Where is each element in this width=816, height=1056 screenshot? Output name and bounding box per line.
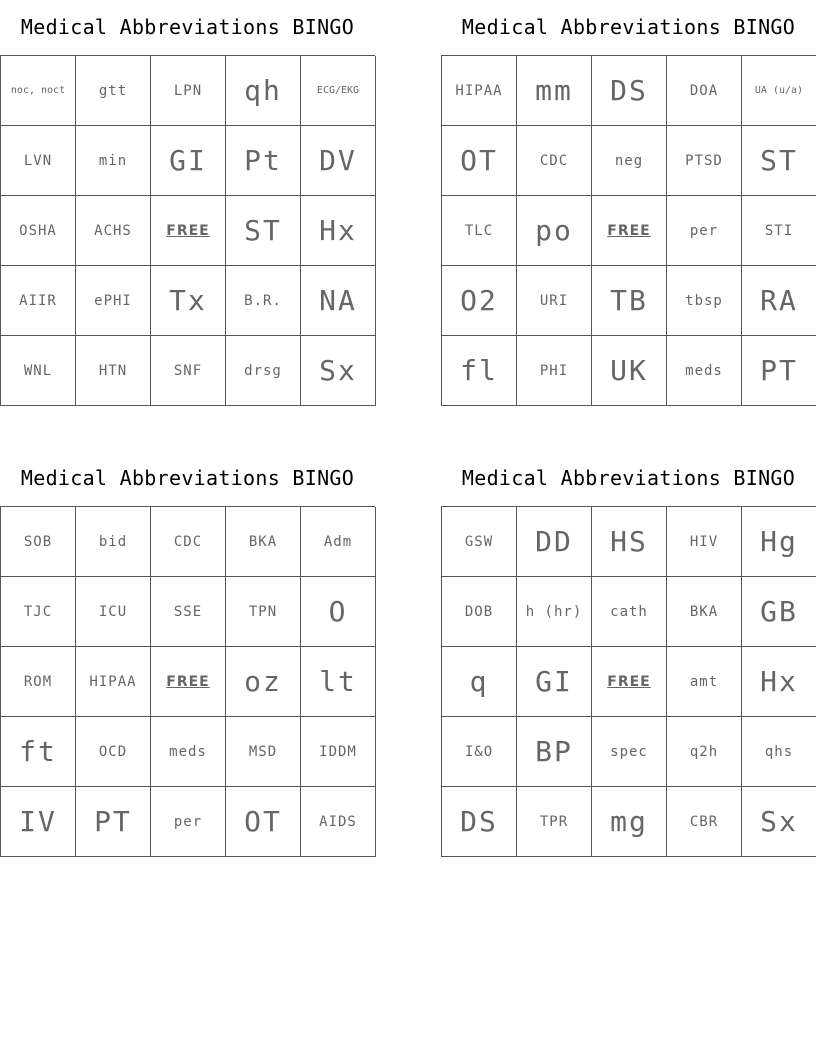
bingo-cell: PT	[76, 787, 151, 857]
bingo-cell: RA	[742, 266, 816, 336]
bingo-cell: GI	[517, 647, 592, 717]
bingo-cell: CDC	[517, 126, 592, 196]
bingo-cell: meds	[667, 336, 742, 406]
bingo-cell: Tx	[151, 266, 226, 336]
free-space: FREE	[151, 647, 226, 717]
bingo-cell: AIDS	[301, 787, 376, 857]
bingo-cell: Adm	[301, 507, 376, 577]
bingo-cell: q2h	[667, 717, 742, 787]
bingo-cell: PT	[742, 336, 816, 406]
bingo-cell: Pt	[226, 126, 301, 196]
bingo-cell: BKA	[667, 577, 742, 647]
bingo-cell: TJC	[1, 577, 76, 647]
bingo-cell: per	[151, 787, 226, 857]
bingo-cell: URI	[517, 266, 592, 336]
bingo-card-4	[441, 451, 816, 857]
card-title: Medical Abbreviations BINGO	[20, 466, 355, 490]
bingo-grid	[441, 55, 816, 406]
bingo-cell: ft	[1, 717, 76, 787]
card-title: Medical Abbreviations BINGO	[461, 15, 796, 39]
free-space: FREE	[592, 196, 667, 266]
bingo-cell: DS	[442, 787, 517, 857]
bingo-cell: bid	[76, 507, 151, 577]
bingo-cell: ACHS	[76, 196, 151, 266]
bingo-cell: ePHI	[76, 266, 151, 336]
bingo-card-2	[441, 0, 816, 406]
bingo-cell: BKA	[226, 507, 301, 577]
bingo-cell: NA	[301, 266, 376, 336]
bingo-cell: UK	[592, 336, 667, 406]
bingo-cell: drsg	[226, 336, 301, 406]
bingo-cell: HIV	[667, 507, 742, 577]
bingo-cell: ECG/EKG	[301, 56, 376, 126]
bingo-cell: HIPAA	[76, 647, 151, 717]
bingo-cell: lt	[301, 647, 376, 717]
bingo-cell: amt	[667, 647, 742, 717]
bingo-cell: Hx	[742, 647, 816, 717]
bingo-cell: UA (u/a)	[742, 56, 816, 126]
bingo-cell: ROM	[1, 647, 76, 717]
bingo-cell: HS	[592, 507, 667, 577]
bingo-grid	[0, 55, 375, 406]
bingo-cell: O	[301, 577, 376, 647]
bingo-cell: CBR	[667, 787, 742, 857]
bingo-cell: TB	[592, 266, 667, 336]
bingo-cell: cath	[592, 577, 667, 647]
bingo-cell: HIPAA	[442, 56, 517, 126]
bingo-cell: OT	[442, 126, 517, 196]
bingo-cell: q	[442, 647, 517, 717]
bingo-cell: GSW	[442, 507, 517, 577]
bingo-cell: DS	[592, 56, 667, 126]
bingo-grid	[0, 506, 375, 857]
bingo-cell: B.R.	[226, 266, 301, 336]
bingo-cell: PHI	[517, 336, 592, 406]
bingo-cell: Sx	[742, 787, 816, 857]
free-space: FREE	[151, 196, 226, 266]
bingo-cell: IDDM	[301, 717, 376, 787]
bingo-cell: per	[667, 196, 742, 266]
bingo-cell: GB	[742, 577, 816, 647]
card-title: Medical Abbreviations BINGO	[20, 15, 355, 39]
bingo-cell: po	[517, 196, 592, 266]
bingo-cell: mg	[592, 787, 667, 857]
bingo-cell: qhs	[742, 717, 816, 787]
bingo-cell: CDC	[151, 507, 226, 577]
bingo-cell: SSE	[151, 577, 226, 647]
bingo-cell: Hg	[742, 507, 816, 577]
bingo-cell: SOB	[1, 507, 76, 577]
bingo-cell: ST	[742, 126, 816, 196]
bingo-cell: DD	[517, 507, 592, 577]
bingo-cell: neg	[592, 126, 667, 196]
bingo-cell: OCD	[76, 717, 151, 787]
bingo-cell: DV	[301, 126, 376, 196]
bingo-cell: OSHA	[1, 196, 76, 266]
bingo-cell: meds	[151, 717, 226, 787]
bingo-cell: HTN	[76, 336, 151, 406]
bingo-cell: oz	[226, 647, 301, 717]
bingo-cell: mm	[517, 56, 592, 126]
bingo-cell: PTSD	[667, 126, 742, 196]
bingo-cell: gtt	[76, 56, 151, 126]
bingo-cell: IV	[1, 787, 76, 857]
bingo-cell: LPN	[151, 56, 226, 126]
free-space: FREE	[592, 647, 667, 717]
bingo-cell: min	[76, 126, 151, 196]
bingo-cell: O2	[442, 266, 517, 336]
bingo-cell: fl	[442, 336, 517, 406]
bingo-cell: MSD	[226, 717, 301, 787]
bingo-cell: DOB	[442, 577, 517, 647]
bingo-cell: qh	[226, 56, 301, 126]
card-title: Medical Abbreviations BINGO	[461, 466, 796, 490]
bingo-cell: STI	[742, 196, 816, 266]
bingo-cell: GI	[151, 126, 226, 196]
bingo-cell: spec	[592, 717, 667, 787]
bingo-cell: TPN	[226, 577, 301, 647]
bingo-cell: I&O	[442, 717, 517, 787]
bingo-cell: h (hr)	[517, 577, 592, 647]
bingo-cell: WNL	[1, 336, 76, 406]
bingo-cell: DOA	[667, 56, 742, 126]
bingo-cell: SNF	[151, 336, 226, 406]
bingo-cell: OT	[226, 787, 301, 857]
bingo-card-1	[0, 0, 375, 406]
bingo-cell: BP	[517, 717, 592, 787]
bingo-cell: noc, noct	[1, 56, 76, 126]
bingo-cell: ICU	[76, 577, 151, 647]
bingo-cell: ST	[226, 196, 301, 266]
bingo-cell: TLC	[442, 196, 517, 266]
bingo-grid	[441, 506, 816, 857]
bingo-cell: LVN	[1, 126, 76, 196]
bingo-cell: AIIR	[1, 266, 76, 336]
bingo-cell: Sx	[301, 336, 376, 406]
bingo-cell: Hx	[301, 196, 376, 266]
bingo-cell: TPR	[517, 787, 592, 857]
bingo-card-3	[0, 451, 375, 857]
bingo-cell: tbsp	[667, 266, 742, 336]
